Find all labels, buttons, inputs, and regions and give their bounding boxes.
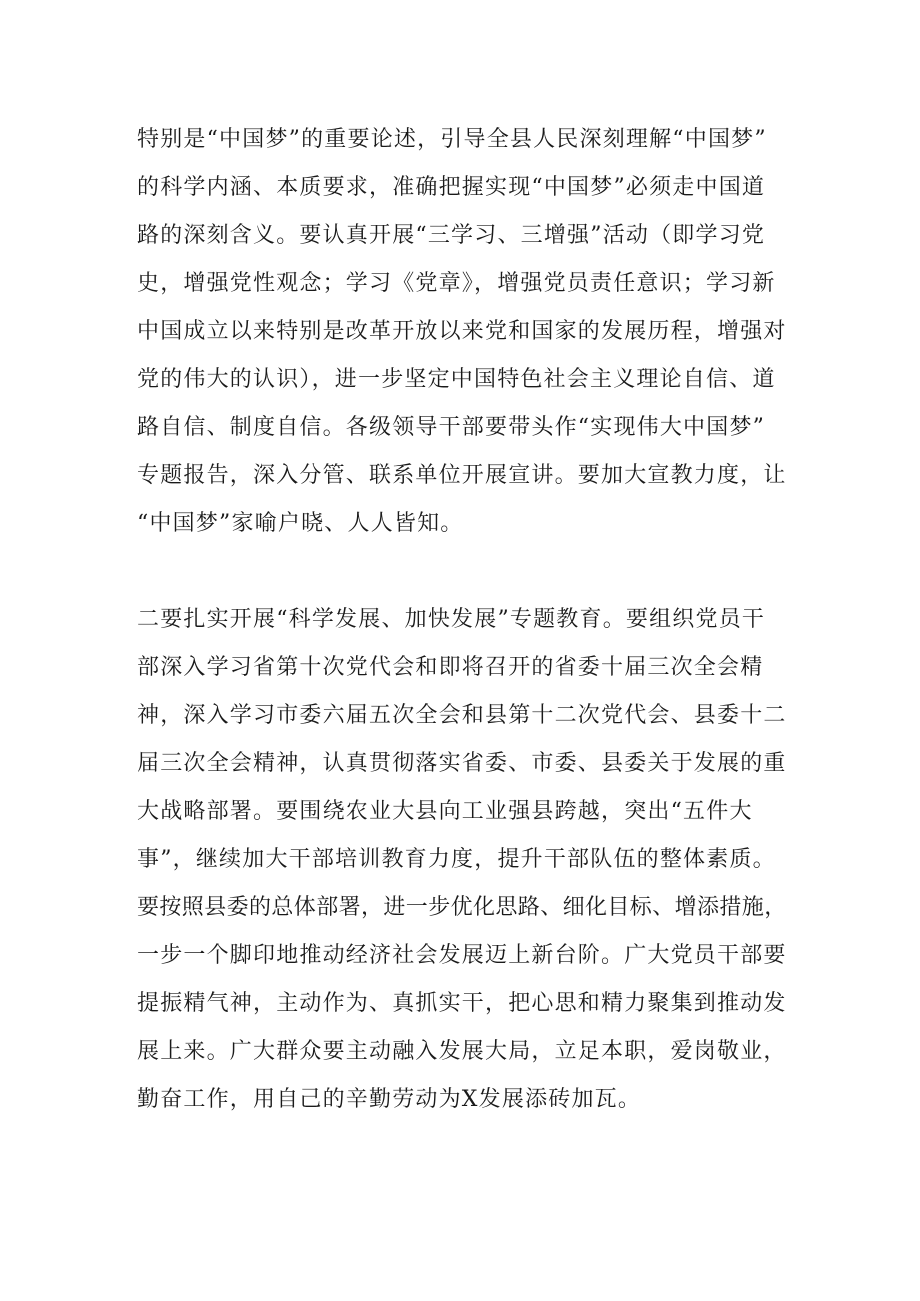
text-line: 要按照县委的总体部署，进一步优化思路、细化目标、增添措施， — [137, 895, 787, 920]
text-line: 大战略部署。要围绕农业大县向工业强县跨越，突出“五件大 — [137, 799, 753, 824]
paragraph-zhongguomeng — [137, 116, 817, 548]
text-line: 党的伟大的认识），进一步坚定中国特色社会主义理论自信、道 — [137, 367, 776, 392]
text-line: 二要扎实开展“科学发展、加快发展”专题教育。要组织党员干 — [137, 607, 766, 632]
text-line: 提振精气神，主动作为、真抓实干，把心思和精力聚集到推动发 — [137, 991, 787, 1016]
text-line: 路的深刻含义。要认真开展“三学习、三增强”活动（即学习党 — [137, 223, 766, 248]
text-line: 专题报告，深入分管、联系单位开展宣讲。要加大宣教力度，让 — [137, 463, 787, 488]
text-line: 特别是“中国梦”的重要论述，引导全县人民深刻理解“中国梦” — [137, 127, 767, 152]
text-line: 路自信、制度自信。各级领导干部要带头作“实现伟大中国梦” — [137, 415, 766, 440]
text-line: 的科学内涵、本质要求，准确把握实现“中国梦”必须走中国道 — [137, 175, 766, 200]
text-line: 史，增强党性观念；学习《党章》，增强党员责任意识；学习新 — [137, 271, 776, 296]
text-line: 届三次全会精神，认真贯彻落实省委、市委、县委关于发展的重 — [137, 751, 787, 776]
text-line: 勤奋工作，用自己的辛勤劳动为X发展添砖加瓦。 — [137, 1087, 642, 1112]
text-line: “中国梦”家喻户晓、人人皆知。 — [137, 511, 464, 536]
text-line: 事”，继续加大干部培训教育力度，提升干部队伍的整体素质。 — [137, 847, 776, 872]
text-line: 展上来。广大群众要主动融入发展大局，立足本职，爱岗敬业， — [137, 1039, 787, 1064]
paragraph-kexue-fazhan — [137, 596, 817, 1124]
text-line: 部深入学习省第十次党代会和即将召开的省委十届三次全会精 — [137, 655, 764, 680]
text-line: 中国成立以来特别是改革开放以来党和国家的发展历程，增强对 — [137, 319, 787, 344]
text-line: 神，深入学习市委六届五次全会和县第十二次党代会、县委十二 — [137, 703, 787, 728]
text-line: 一步一个脚印地推动经济社会发展迈上新台阶。广大党员干部要 — [137, 943, 787, 968]
